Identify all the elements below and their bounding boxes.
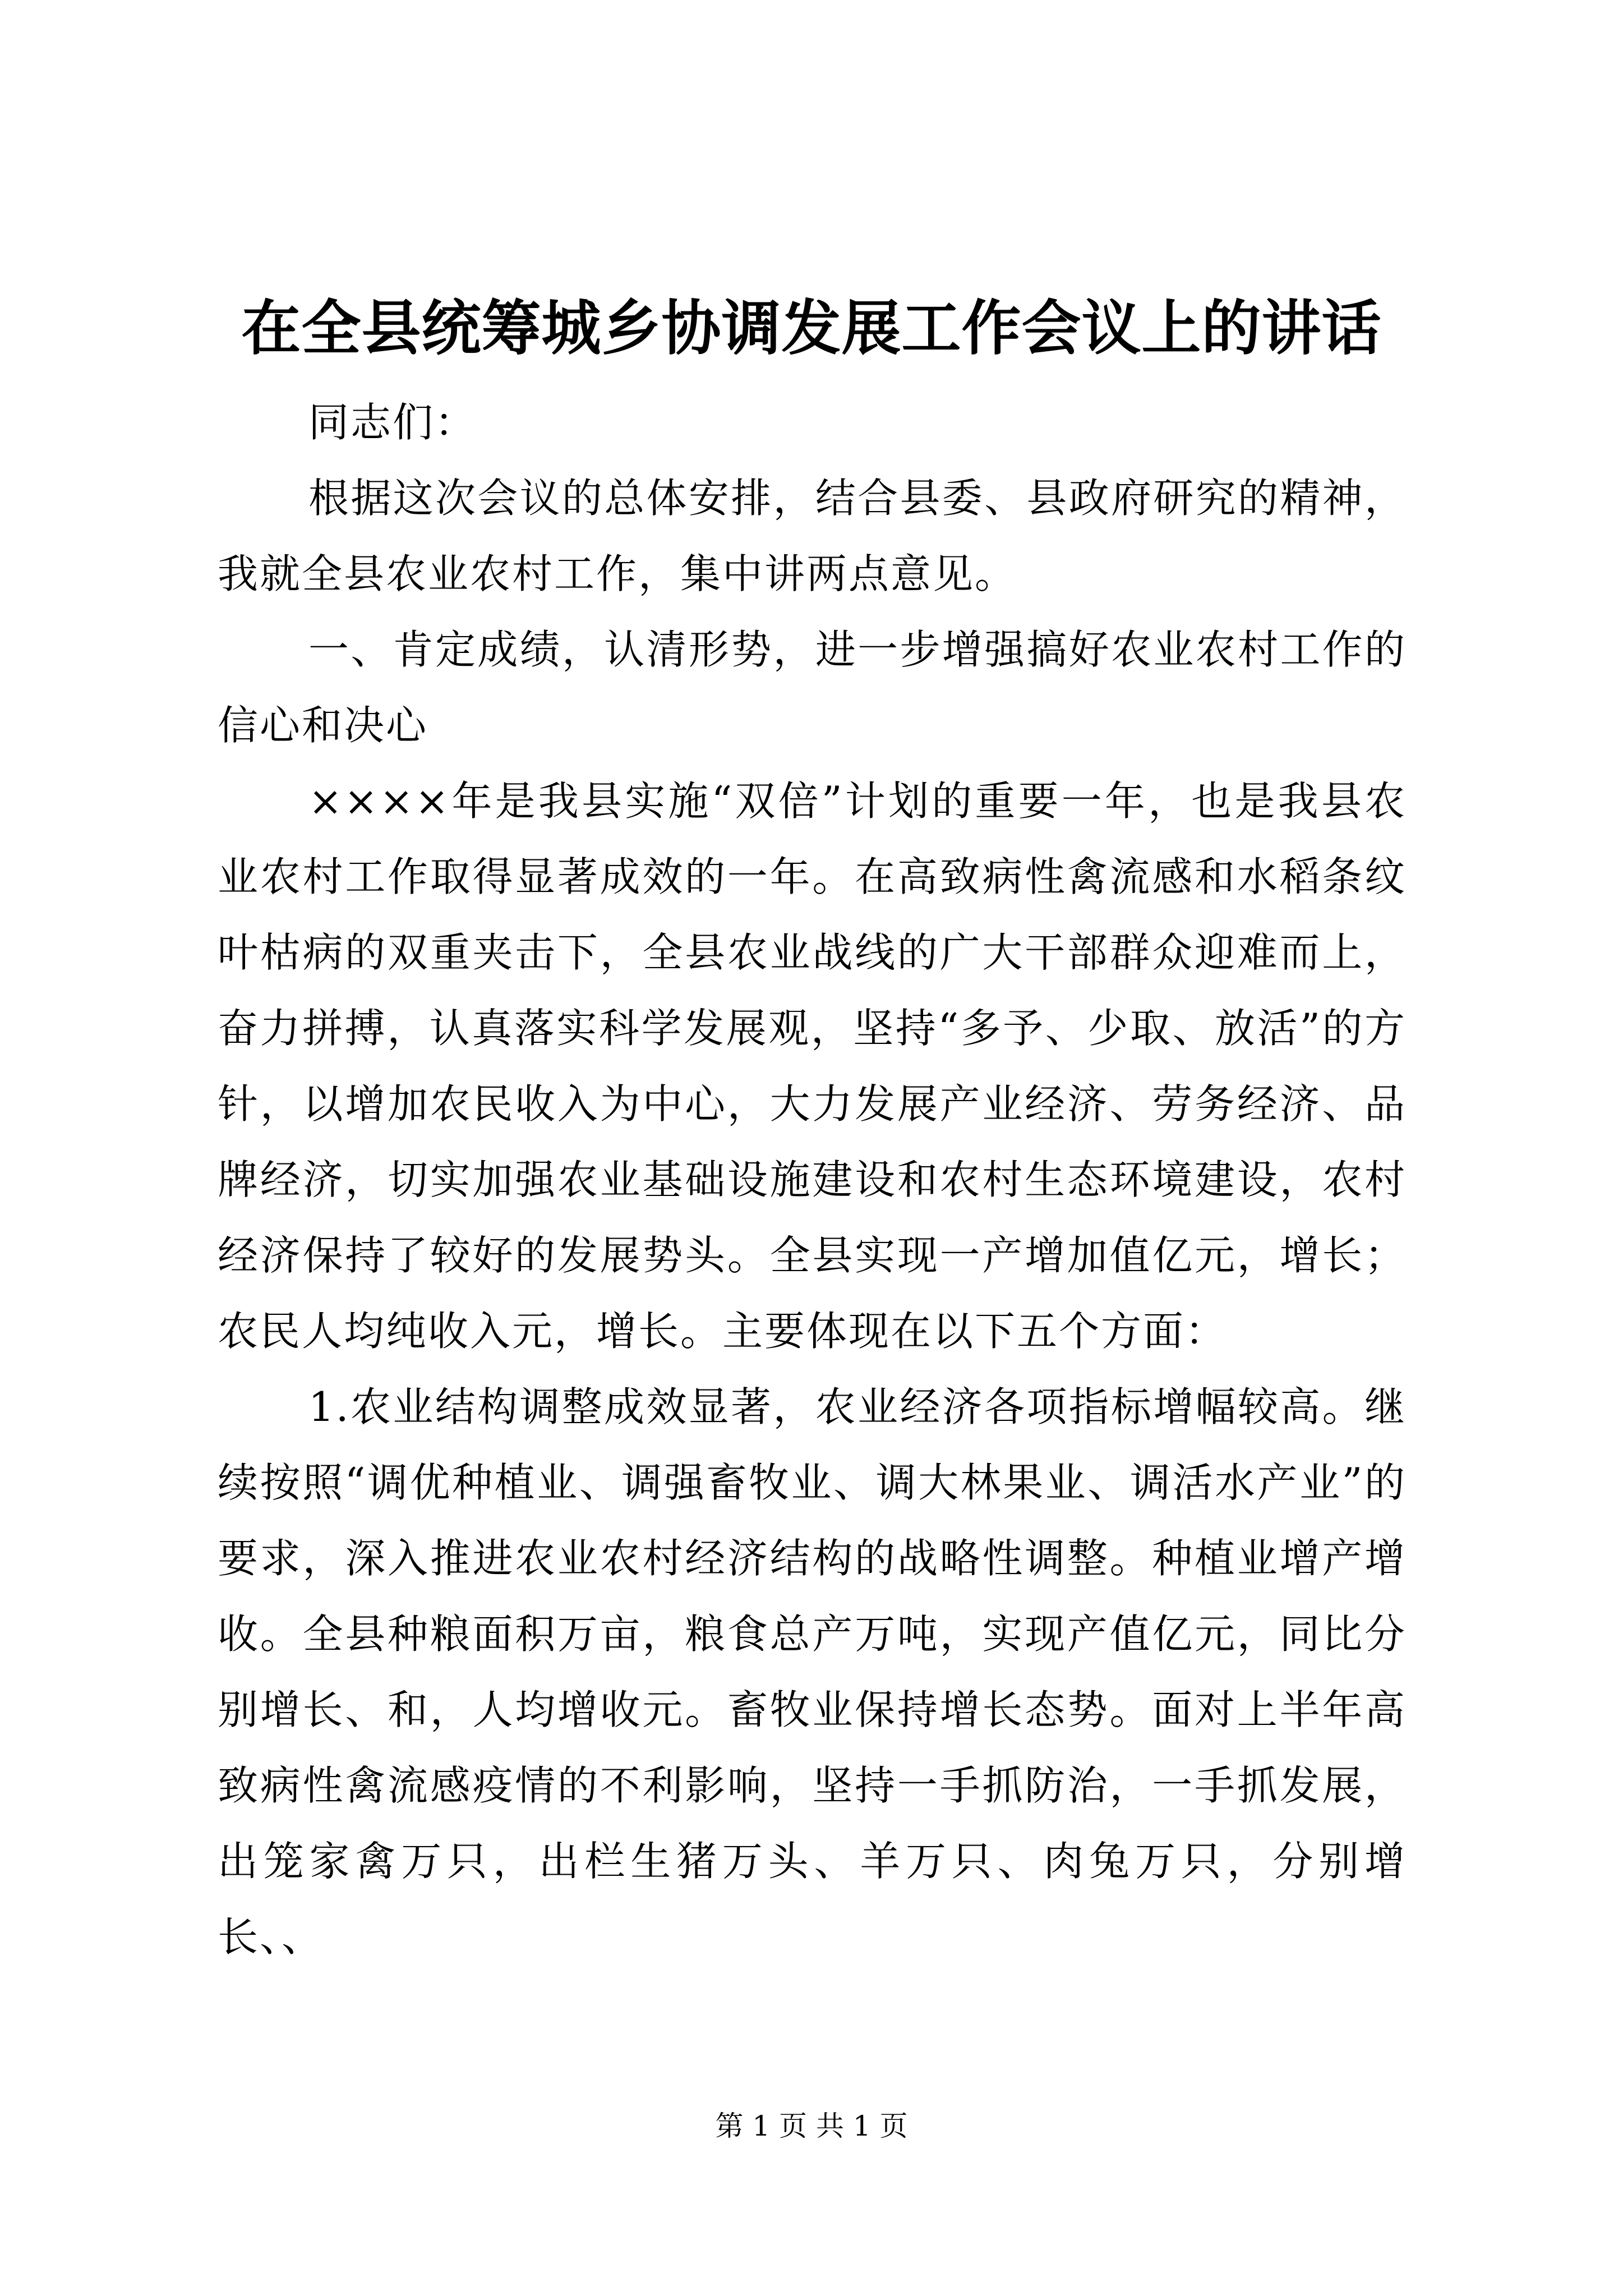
body-paragraph: ××××年是我县实施“双倍”计划的重要一年，也是我县农业农村工作取得显著成效的一年。在高致病性禽流感和水稻条纹叶枯病的双重夹击下，全县农业战线的广大干部群众迎难而上，奋力拼搏，认真落实科学发展观，坚持“多予、少取、放活”的方针，以增加农民收入为中心，大力发展产业经济、劳务经济、品牌经济，切实加强农业基础设施建设和农村生态环境建设，农村经济保持了较好的发展势头。全县实现一产增加值亿元，增长；农民人均纯收入元，增长。主要体现在以下五个方面：	[218, 777, 1407, 1355]
body-paragraph: 1.农业结构调整成效显著，农业经济各项指标增幅较高。继续按照“调优种植业、调强畜牧业、调大林果业、调活水产业”的要求，深入推进农业农村经济结构的战略性调整。种植业增产增收。全县种粮面积万亩，粮食总产万吨，实现产值亿元，同比分别增长、和，人均增收元。畜牧业保持增长态势。面对上半年高致病性禽流感疫情的不利影响，坚持一手抓防治，一手抓发展，出笼家禽万只，出栏生猪万头、羊万只、肉兔万只，分别增长、、	[218, 1383, 1407, 1961]
section-heading-1: 一、肯定成绩，认清形势，进一步增强搞好农业农村工作的信心和决心	[218, 626, 1407, 749]
intro-paragraph: 根据这次会议的总体安排，结合县委、县政府研究的精神，我就全县农业农村工作，集中讲两点意见。	[218, 475, 1407, 597]
page-footer: 第 1 页 共 1 页	[715, 2110, 908, 2142]
document-title: 在全县统筹城乡协调发展工作会议上的讲话	[241, 293, 1382, 363]
document-body	[218, 385, 1407, 1975]
salutation-paragraph: 同志们：	[308, 399, 477, 446]
